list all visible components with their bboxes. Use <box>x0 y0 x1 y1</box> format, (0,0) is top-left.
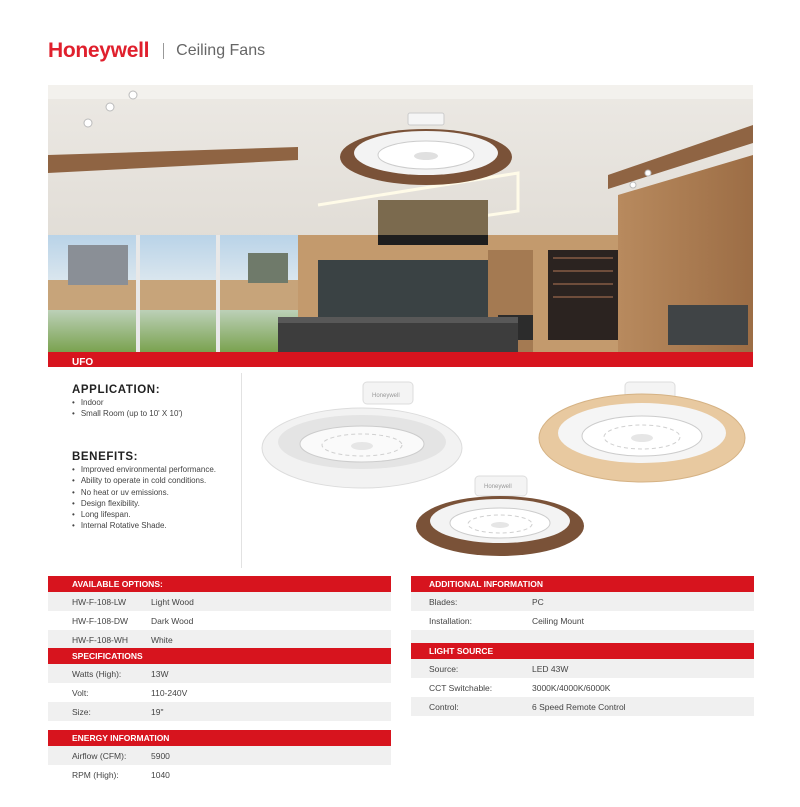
info-value: Ceiling Mount <box>532 615 584 626</box>
light-value: 6 Speed Remote Control <box>532 701 626 712</box>
energy-label: RPM (High): <box>72 769 119 780</box>
light-label: Control: <box>429 701 459 712</box>
option-code: HW-F-108-DW <box>72 615 129 626</box>
model-name: UFO <box>72 357 94 368</box>
available-options-table <box>48 576 391 649</box>
model-name-bar <box>48 352 753 367</box>
kitchen-scene-illustration <box>48 85 753 352</box>
list-item: • No heat or uv emissions. <box>72 487 216 498</box>
info-label: Installation: <box>429 615 472 626</box>
table-row <box>411 697 754 716</box>
table-row <box>48 592 391 611</box>
benefits-title: BENEFITS: <box>72 451 139 463</box>
section-divider <box>241 373 242 568</box>
table-row <box>411 611 754 630</box>
table-row <box>48 664 391 683</box>
list-item: • Indoor <box>72 397 183 408</box>
list-item: • Design flexibility. <box>72 498 216 509</box>
table-row <box>48 702 391 721</box>
energy-label: Airflow (CFM): <box>72 750 127 761</box>
table-row <box>48 611 391 630</box>
light-source-table <box>411 643 754 716</box>
benefits-list <box>72 464 216 532</box>
page-header <box>48 38 265 64</box>
header-divider <box>163 43 164 59</box>
table-row <box>48 746 391 765</box>
spec-value: 110-240V <box>151 687 188 698</box>
light-source-title: LIGHT SOURCE <box>411 643 754 659</box>
spec-label: Watts (High): <box>72 668 122 679</box>
list-item: • Internal Rotative Shade. <box>72 520 216 531</box>
option-name: White <box>151 634 173 645</box>
hero-image <box>48 85 753 352</box>
dark-wood-fan-image <box>416 476 584 556</box>
table-row <box>411 678 754 697</box>
light-label: CCT Switchable: <box>429 682 493 693</box>
option-code: HW-F-108-WH <box>72 634 129 645</box>
info-label: Blades: <box>429 596 458 607</box>
specifications-title: SPECIFICATIONS <box>48 648 391 664</box>
list-item: • Improved environmental performance. <box>72 464 216 475</box>
light-value: 3000K/4000K/6000K <box>532 682 611 693</box>
application-list <box>72 397 183 420</box>
white-fan-image <box>262 382 462 488</box>
energy-information-table <box>48 730 391 784</box>
fan-variants-illustration <box>250 378 760 568</box>
light-wood-fan-image <box>539 382 745 482</box>
available-options-title: AVAILABLE OPTIONS: <box>48 576 391 592</box>
spec-value: 19" <box>151 706 164 717</box>
energy-information-title: ENERGY INFORMATION <box>48 730 391 746</box>
energy-value: 5900 <box>151 750 170 761</box>
additional-information-title: ADDITIONAL INFORMATION <box>411 576 754 592</box>
page-subtitle: Ceiling Fans <box>176 42 266 59</box>
light-label: Source: <box>429 663 459 674</box>
spec-value: 13W <box>151 668 169 679</box>
option-name: Light Wood <box>151 596 194 607</box>
energy-value: 1040 <box>151 769 170 780</box>
light-value: LED 43W <box>532 663 569 674</box>
product-images <box>250 378 760 568</box>
spec-label: Volt: <box>72 687 89 698</box>
table-row <box>411 592 754 611</box>
option-name: Dark Wood <box>151 615 194 626</box>
table-row <box>48 765 391 784</box>
info-value: PC <box>532 596 544 607</box>
specifications-table <box>48 648 391 721</box>
application-title: APPLICATION: <box>72 384 161 396</box>
fan-logo-text: Honeywell <box>484 484 512 490</box>
option-code: HW-F-108-LW <box>72 596 126 607</box>
brand-logo: Honeywell <box>48 39 150 62</box>
list-item: • Small Room (up to 10' X 10') <box>72 408 183 419</box>
table-row <box>411 659 754 678</box>
spec-label: Size: <box>72 706 91 717</box>
list-item: • Long lifespan. <box>72 509 216 520</box>
additional-information-table <box>411 576 754 646</box>
table-row <box>48 683 391 702</box>
fan-logo-text: Honeywell <box>372 393 400 399</box>
table-row <box>48 630 391 649</box>
list-item: • Ability to operate in cold conditions. <box>72 475 216 486</box>
